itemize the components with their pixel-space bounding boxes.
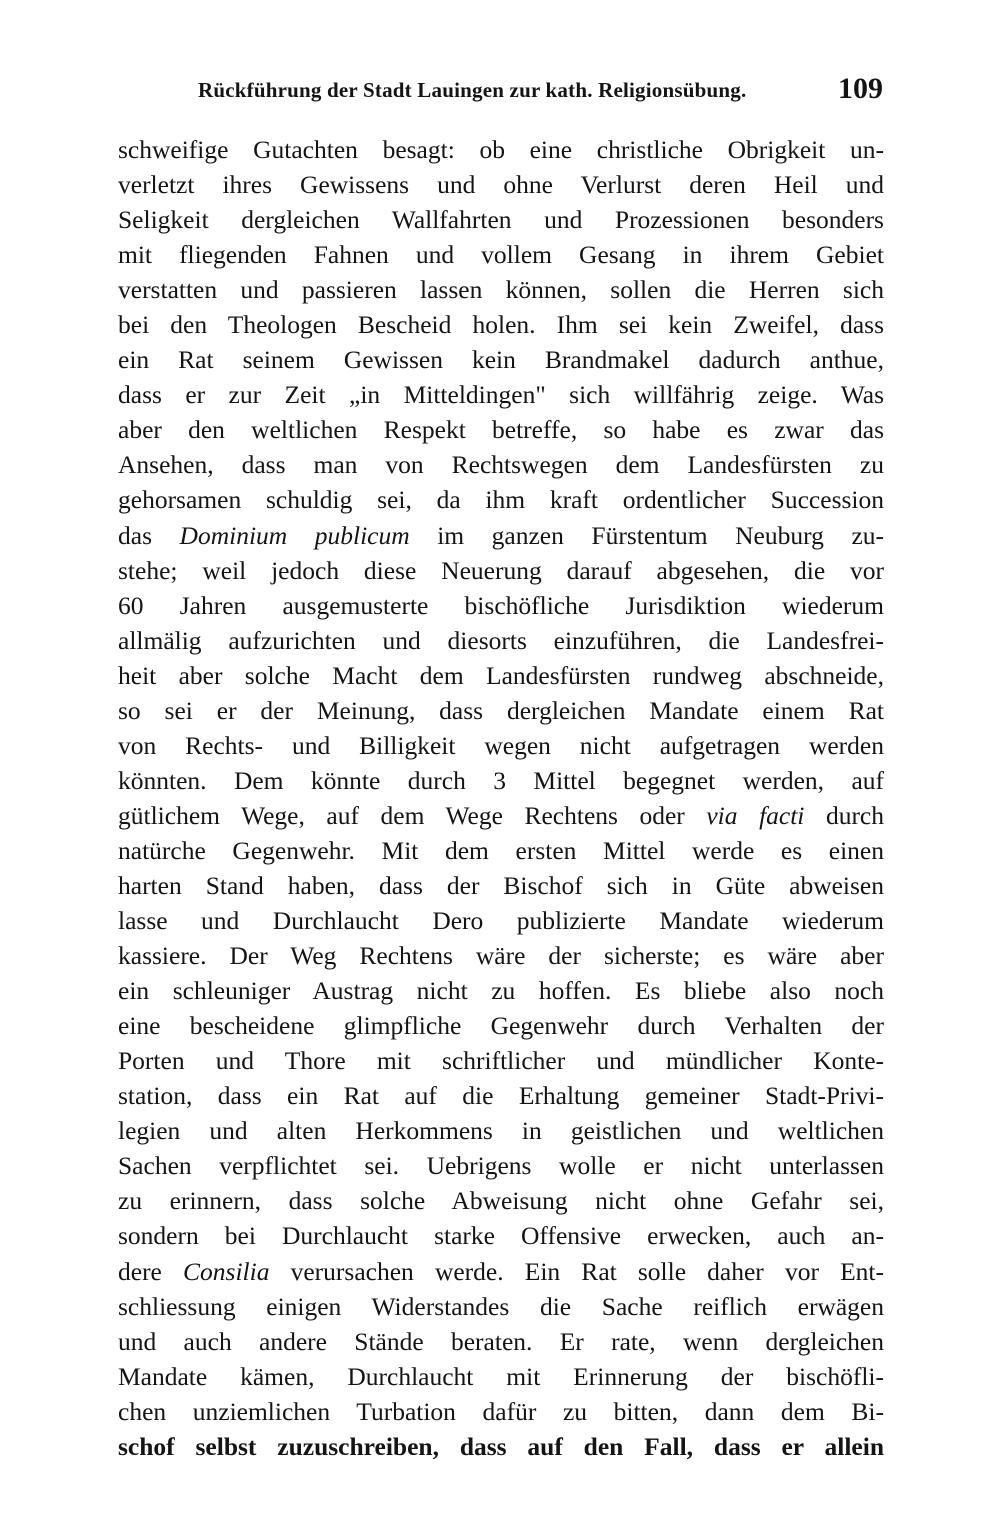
text-line: natürche Gegenwehr. Mit dem ersten Mittel werde es einen [118,835,884,865]
text-line: zu erinnern, dass solche Abweisung nicht ohne Gefahr sei, [118,1186,884,1216]
text-line: Ansehen, dass man von Rechtswegen dem Landesfürsten zu [118,450,884,480]
text-line: legien und alten Herkommens in geistlichen und weltlichen [118,1116,884,1146]
text-line: stehe; weil jedoch diese Neuerung darauf abgesehen, die vor [118,555,884,585]
text-line: dass er zur Zeit „in Mitteldingen" sich willfährig zeige. Was [118,380,884,410]
text-line: schof selbst zuzuschreiben, dass auf den Fall, dass er allein [118,1431,884,1461]
text-line: bei den Theologen Bescheid holen. Ihm sei kein Zweifel, dass [118,310,884,340]
text-line: gütlichem Wege, auf dem Wege Rechtens oder via facti durch [118,800,885,830]
text-line: aber den weltlichen Respekt betreffe, so habe es zwar das [118,415,884,445]
text-line: station, dass ein Rat auf die Erhaltung gemeiner Stadt-Privi- [118,1081,884,1111]
text-line: schliessung einigen Widerstandes die Sache reiflich erwägen [118,1291,884,1321]
text-line: 60 Jahren ausgemusterte bischöfliche Jurisdiktion wiederum [118,590,884,620]
text-line: gehorsamen schuldig sei, da ihm kraft ordentlicher Succession [118,485,884,515]
italic-phrase: Dominium publicum [179,520,410,550]
text-line: mit fliegenden Fahnen und vollem Gesang in ihrem Gebiet [118,240,884,270]
text-line: könnten. Dem könnte durch 3 Mittel begegnet werden, auf [118,765,884,795]
running-head [198,72,883,112]
text-line: Sachen verpflichtet sei. Uebrigens wolle er nicht unterlassen [118,1151,884,1181]
text-line: Porten und Thore mit schriftlicher und mündlicher Konte- [118,1046,884,1076]
text-line: schweifige Gutachten besagt: ob eine christliche Obrigkeit un- [118,135,884,164]
text-line: lasse und Durchlaucht Dero publizierte Mandate wiederum [118,906,884,936]
text-line: kassiere. Der Weg Rechtens wäre der sicherste; es wäre aber [118,941,884,971]
italic-phrase: Consilia [183,1256,270,1286]
text-line: ein schleuniger Austrag nicht zu hoffen. Es bliebe also noch [118,976,884,1006]
body-text [118,132,884,1464]
text-line: von Rechts- und Billigkeit wegen nicht aufgetragen werden [118,730,884,760]
italic-phrase: via facti [706,800,805,830]
text-line: ein Rat seinem Gewissen kein Brandmakel dadurch anthue, [118,345,884,375]
text-line: harten Stand haben, dass der Bischof sich in Güte abweisen [118,870,884,900]
text-line: und auch andere Stände beraten. Er rate, wenn dergleichen [118,1326,884,1356]
text-line: dere Consilia verursachen werde. Ein Rat solle daher vor Ent- [118,1256,884,1286]
page-number: 109 [838,72,883,105]
text-line: sondern bei Durchlaucht starke Offensive erwecken, auch an- [118,1221,884,1251]
text-line: allmälig aufzurichten und diesorts einzuführen, die Landesfrei- [118,625,884,655]
text-line: verletzt ihres Gewissens und ohne Verlurst deren Heil und [118,170,884,200]
text-line: verstatten und passieren lassen können, sollen die Herren sich [118,275,884,305]
text-line: so sei er der Meinung, dass dergleichen Mandate einem Rat [118,695,884,725]
text-line: Mandate kämen, Durchlaucht mit Erinnerung der bischöfli- [118,1361,884,1391]
running-title: Rückführung der Stadt Lauingen zur kath. Religionsübung. [198,78,747,102]
text-line: Seligkeit dergleichen Wallfahrten und Prozessionen besonders [118,205,884,235]
text-line: das Dominium publicum im ganzen Fürstentum Neuburg zu- [118,520,885,550]
text-line: chen unziemlichen Turbation dafür zu bitten, dann dem Bi- [118,1396,884,1426]
text-line: eine bescheidene glimpfliche Gegenwehr durch Verhalten der [118,1011,884,1041]
text-line: heit aber solche Macht dem Landesfürsten rundweg abschneide, [118,660,884,690]
